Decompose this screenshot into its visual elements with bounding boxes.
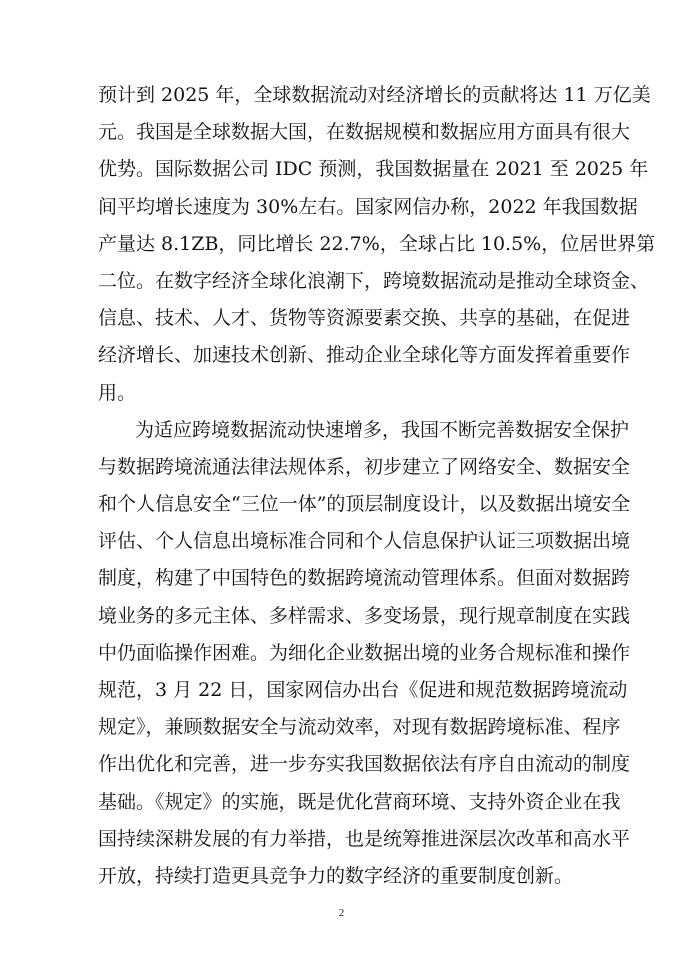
- text-line: 预计到 2025 年，全球数据流动对经济增长的贡献将达 11 万亿美: [98, 84, 651, 106]
- text-line: 间平均增长速度为 30%左右。国家网信办称，2022 年我国数据: [98, 195, 638, 218]
- paragraph-1: [98, 77, 656, 412]
- text-line: 用。: [98, 381, 137, 404]
- text-line: 国持续深耕发展的有力举措，也是统筹推进深层次改革和高水平: [98, 827, 631, 850]
- text-line: 二位。在数字经济全球化浪潮下，跨境数据流动是推动全球资金、: [98, 269, 650, 292]
- text-line: 制度，构建了中国特色的数据跨境流动管理体系。但面对数据跨: [98, 567, 631, 590]
- text-line: 规范，3 月 22 日，国家网信办出台《促进和规范数据跨境流动: [98, 679, 628, 701]
- text-line: 中仍面临操作困难。为细化企业数据出境的业务合规标准和操作: [98, 641, 631, 664]
- text-line: 基础。《规定》的实施，既是优化营商环境、支持外资企业在我: [98, 790, 621, 813]
- body-text: [98, 77, 656, 895]
- text-line: 作出优化和完善，进一步夯实我国数据依法有序自由流动的制度: [98, 753, 631, 776]
- text-line: 优势。国际数据公司 IDC 预测，我国数据量在 2021 至 2025 年: [98, 158, 649, 181]
- text-line: 评估、个人信息出境标准合同和个人信息保护认证三项数据出境: [98, 530, 631, 553]
- text-line: 为适应跨境数据流动快速增多，我国不断完善数据安全保护: [135, 418, 630, 441]
- text-line: 信息、技术、人才、货物等资源要素交换、共享的基础，在促进: [98, 307, 631, 330]
- text-line: 开放，持续打造更具竞争力的数字经济的重要制度创新。: [98, 864, 574, 887]
- text-line: 经济增长、加速技术创新、推动企业全球化等方面发挥着重要作: [98, 344, 631, 367]
- text-line: 和个人信息安全“三位一体”的顶层制度设计，以及数据出境安全: [98, 493, 631, 516]
- text-line: 元。我国是全球数据大国，在数据规模和数据应用方面具有很大: [98, 121, 631, 144]
- text-line: 境业务的多元主体、多样需求、多变场景，现行规章制度在实践: [98, 604, 631, 627]
- text-line: 规定》，兼顾数据安全与流动效率，对现有数据跨境标准、程序: [98, 716, 621, 739]
- text-line: 与数据跨境流通法律法规体系，初步建立了网络安全、数据安全: [98, 455, 631, 478]
- page-number: 2: [338, 907, 345, 919]
- text-line: 产量达 8.1ZB，同比增长 22.7%，全球占比 10.5%，位居世界第: [98, 232, 656, 255]
- paragraph-2: [98, 412, 631, 895]
